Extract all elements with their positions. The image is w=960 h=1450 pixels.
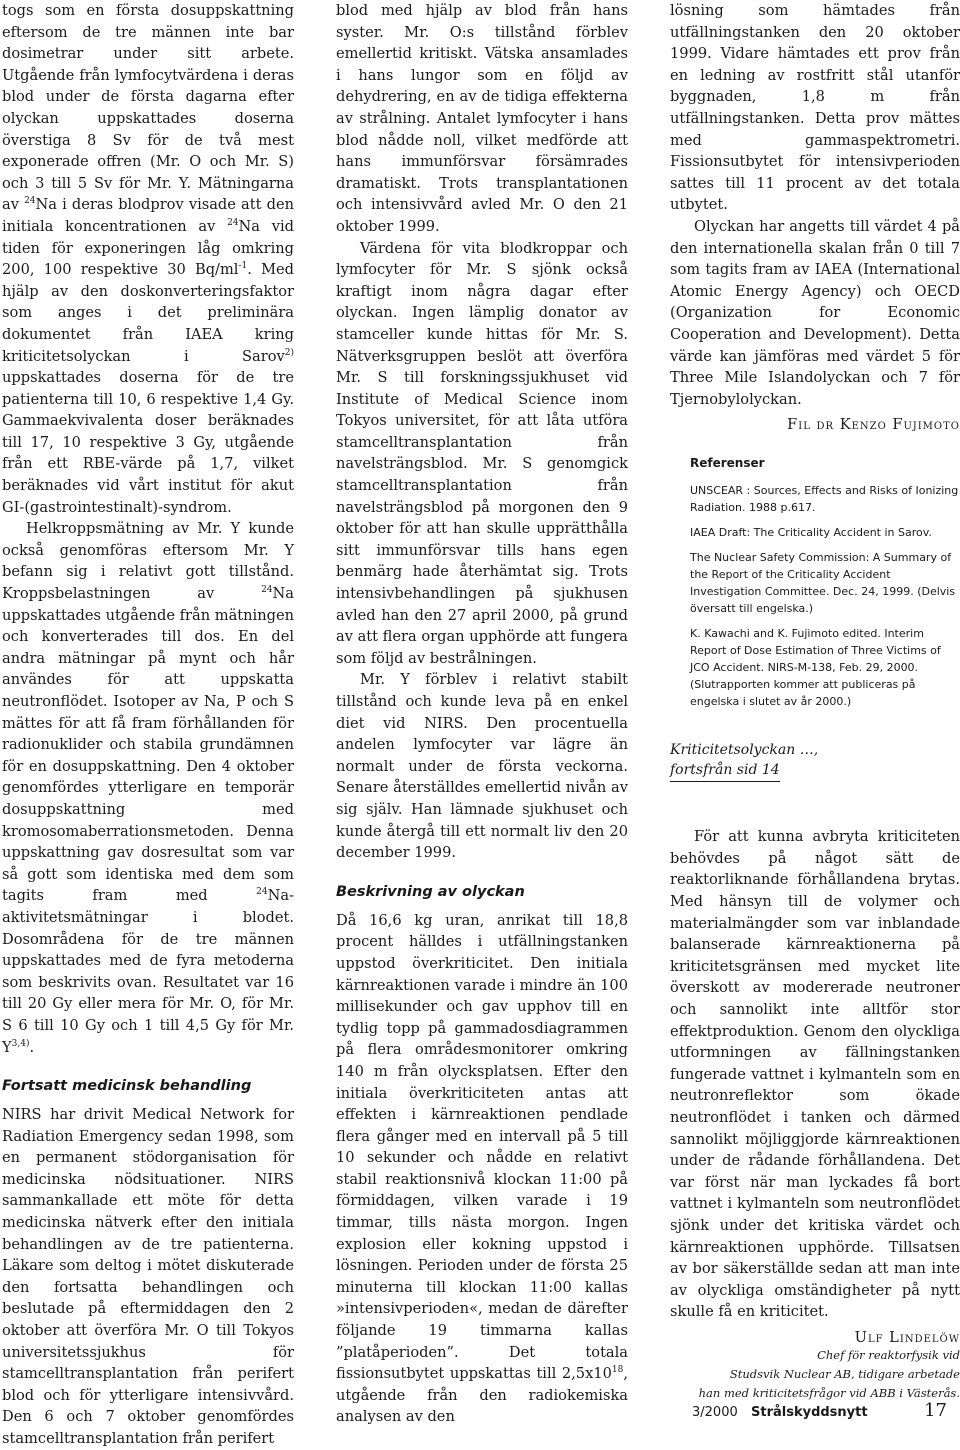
superscript: 24 [261,585,273,596]
text-run: uppskattades doserna för de tre patienterna till 10, 6 respektive 1,4 Gy. Gammaekvivalenta doser beräknades till 17, 10 respektive 3 Gy, utgående från ett RBE-värde på 1,7, vilket beräknades vid vårt institut för akut GI-(gastrointestinalt)-syndrom. [2,369,294,516]
column-3 [670,0,960,1403]
reference-item: UNSCEAR : Sources, Effects and Risks of Ionizing Radiation. 1988 p.617. [690,484,959,515]
text-run: Na-aktivitetsmätningar i blodet. Dosområdena för de tre männen uppskattades med de fyra metoderna som beskrivits ovan. Resultatet var 16 till 20 Gy eller mera för Mr. O, för Mr. S 6 till 10 Gy och 1 till 4,5 Gy för Mr. Y [2,887,294,1056]
author-role: Chef för reaktorfysik vid [817,1347,960,1362]
references [690,455,960,710]
text-run: . [29,1038,35,1056]
section-heading-accident: Beskrivning av olyckan [336,883,525,900]
page-number: 17 [924,1400,947,1421]
superscript: 18 [611,1365,624,1376]
publication-name: Strålskyddsnytt [751,1405,868,1420]
paragraph: Olyckan har angetts till värdet 4 på den internationella skalan från 0 till 7 som tagits fram av IAEA (International Atomic Energy Agency) och OECD (Organization for Economic Cooperation and Development). Detta värde kan jämföras med värdet 5 för Three Mile Islandolyckan och 7 för Tjernobylolyckan. [670,217,960,408]
column-2 [336,0,628,1428]
text-run: . Med hjälp av den doskonverteringsfaktor som anges i det preliminära dokumentet från IAEA kring kriticitetsolyckan i Sarov [2,261,294,365]
text-run: Na i deras blodprov visade att den initiala koncentrationen av [2,196,294,235]
paragraph: blod med hjälp av blod från hans syster. Mr. O:s tillstånd förblev emellertid kritiskt. Vätska ansamlades i hans lungor som en följd av dehydrering, en av de tidiga effekterna av strålning. Antalet lymfocyter i hans blod nådde noll, vilket medförde att hans immunförsvar försämrades dramatiskt. Trots transplantationen och intensivvård avled Mr. O den 21 oktober 1999. [336,2,628,235]
author-signature: Ulf Lindelöw [854,1328,960,1346]
paragraph: För att kunna avbryta kriticiteten behövdes på något sätt de reaktorliknande förhållandena brytas. Med hänsyn till de volymer och materialmängder som var inblandade balanserade kärnreaktionerna på kriticitetsgränsen med mycket lite överskott av modererade neutroner och sannolikt inte alltför stor effektproduktion. Genom den olyckliga utformningen av fällningstanken fungerade vattnet i kylmanteln som en neutronreflektor som ökade neutronflödet i tanken och därmed sannolikt möjliggjorde kärnreaktionen under de rådande förhållandena. Det var först när man lyckades få bort vattnet i kylmanteln som neutronflödet sjönk under det kritiska värdet och kärnreaktionen upphörde. Tillsatsen av bor säkerställde sedan att man inte av olyckliga omständigheter på nytt skulle få en kriticitet. [670,828,960,1321]
continued-title: Kriticitetsolyckan …, [670,742,819,759]
reference-item: The Nuclear Safety Commission: A Summary of the Report of the Criticality Accident Investigation Committee. Dec. 24, 1999. (Delvis översatt till engelska.) [690,551,956,616]
reference-marker: 3,4) [11,1038,30,1049]
text-run: Na vid tiden för exponeringen låg omkring 200, 100 respektive 30 Bq/ml [2,217,294,279]
text-run: Helkroppsmätning av Mr. Y kunde också genomföras eftersom Mr. Y befann sig i relativt gott tillstånd. Kroppsbelastningen av [2,520,294,603]
section-heading-treatment: Fortsatt medicinsk behandling [2,1078,252,1095]
author-role: Studsvik Nuclear AB, tidigare arbetade [729,1366,960,1381]
author-role: han med kriticitetsfrågor vid ABB i Västerås. [698,1385,960,1400]
continued-from-label [670,740,960,782]
issue-number: 3/2000 [692,1405,738,1420]
reference-item: IAEA Draft: The Criticality Accident in Sarov. [690,526,932,540]
superscript: -1 [238,261,248,272]
reference-marker: 2) [284,347,294,358]
continued-page-ref: fortsfrån sid 14 [670,760,780,782]
author-signature: Fil dr Kenzo Fujimoto [787,416,960,434]
superscript: 24 [256,887,268,898]
paragraph [336,910,628,1428]
column-1 [2,0,294,1450]
paragraph: NIRS har drivit Medical Network for Radiation Emergency sedan 1998, som en permanent stödorganisation för medicinska nödsituationer. NIRS sammankallade ett möte för detta medicinska nätverk efter den initiala behandlingen av de tre patienterna. Läkare som deltog i mötet diskuterade den fortsatta behandlingen och beslutade på eftermiddagen den 2 oktober att överföra Mr. O till Tokyos universitetssjukhus för stamcelltransplantation från perifert blod och för ytterligare intensivvård. Den 6 och 7 oktober genomfördes stamcelltransplantation från perifert [2,1106,294,1447]
superscript: 24 [227,217,239,228]
text-run: Då 16,6 kg uran, anrikat till 18,8 procent hälldes i utfällningstanken uppstod överkriticitet. Den initiala kärnreaktionen varade i mindre än 100 millisekunder och gav upphov till en tydlig topp på gammadosdiagrammen på flera områdesmonitorer omkring 140 m från olycksplatsen. Efter den initiala överkriticiteten antas att effekten i kärnreaktionen pendlade flera gånger med en intervall på 5 till 10 sekunder och nådde en relativt stabil reaktionsnivå klockan 11:00 på förmiddagen, vilken varade i 19 timmar, tills nästa morgon. Ingen explosion eller kokning uppstod i lösningen. Perioden under de första 25 minuterna till klockan 11:00 kallas »intensivperioden«, medan de därefter följande 19 timmarna kallas ”platåperioden”. Det totala fissionsutbytet uppskattas till 2,5x10 [336,911,628,1383]
text-run: togs som en första dosuppskattning eftersom de tre männen inte bar dosimetrar under sitt arbete. Utgående från lymfocytvärdena i deras blod under de första dagarna efter olyckan uppskattades doserna överstiga 8 Sv för de två mest exponerade offren (Mr. O och Mr. S) och 3 till 5 Sv för Mr. Y. Mätningarna av [2,2,294,214]
paragraph: lösning som hämtades från utfällningstanken den 20 oktober 1999. Vidare hämtades ett prov från en ledning av rostfritt stål utanför byggnaden, 1,8 m från utfällningstanken. Detta prov mättes med gammaspektrometri. Fissionsutbytet för intensivperioden sattes till 11 procent av det totala utbytet. [670,2,960,214]
paragraph: Värdena för vita blodkroppar och lymfocyter för Mr. S sjönk också kraftigt inom några dagar efter olyckan. Ingen lämplig donator av stamceller kunde hittas för Mr. S. Nätverksgruppen beslöt att överföra Mr. S till forskningssjukhuset vid Institute of Medical Science inom Tokyos universitet, för att låta utföra stamcelltransplantation från navelsträngsblod. Mr. S genomgick stamcelltransplantation från navelsträngsblod på morgonen den 9 oktober för att han skulle upprätthålla sitt immunförsvar tills hans egen benmärg hade återhämtat sig. Trots intensivbehandlingen på sjukhusen avled han den 27 april 2000, på grund av att flera organ upphörde att fungera som följd av bestrålningen. [336,239,628,667]
paragraph [2,0,294,518]
reference-item: K. Kawachi and K. Fujimoto edited. Interim Report of Dose Estimation of Three Victims of JCO Accident. NIRS-M-138, Feb. 29, 2000. (Slutrapporten kommer att publiceras på engelska i slutet av år 2000.) [690,627,941,709]
references-title: Referenser [690,456,765,471]
paragraph: Mr. Y förblev i relativt stabilt tillstånd och kunde leva på en enkel diet vid NIRS. Den procentuella andelen lymfocyter var lägre än normalt under de första veckorna. Senare återställdes emellertid nivån av sig själv. Han lämnade sjukhuset och kunde återgå till ett normalt liv den 20 december 1999. [336,671,628,862]
paragraph [2,518,294,1058]
text-run: , utgående från den radiokemiska analysen av den [336,1365,628,1426]
superscript: 24 [24,196,36,207]
text-run: Na uppskattades utgående från mätningen och konverterades till dos. En del andra mätningar på mynt och hår användes för att uppskatta neutronflödet. Isotoper av Na, P och S mättes för att få fram förhållanden för radionuklider och stabila grundämnen för en dosuppskattning. Den 4 oktober genomfördes ytterligare en temporär dosuppskattning med kromosomaberrationsmetoden. Denna uppskattning gav dosresultat som var så gott som identiska med dem som tagits fram med [2,585,294,905]
